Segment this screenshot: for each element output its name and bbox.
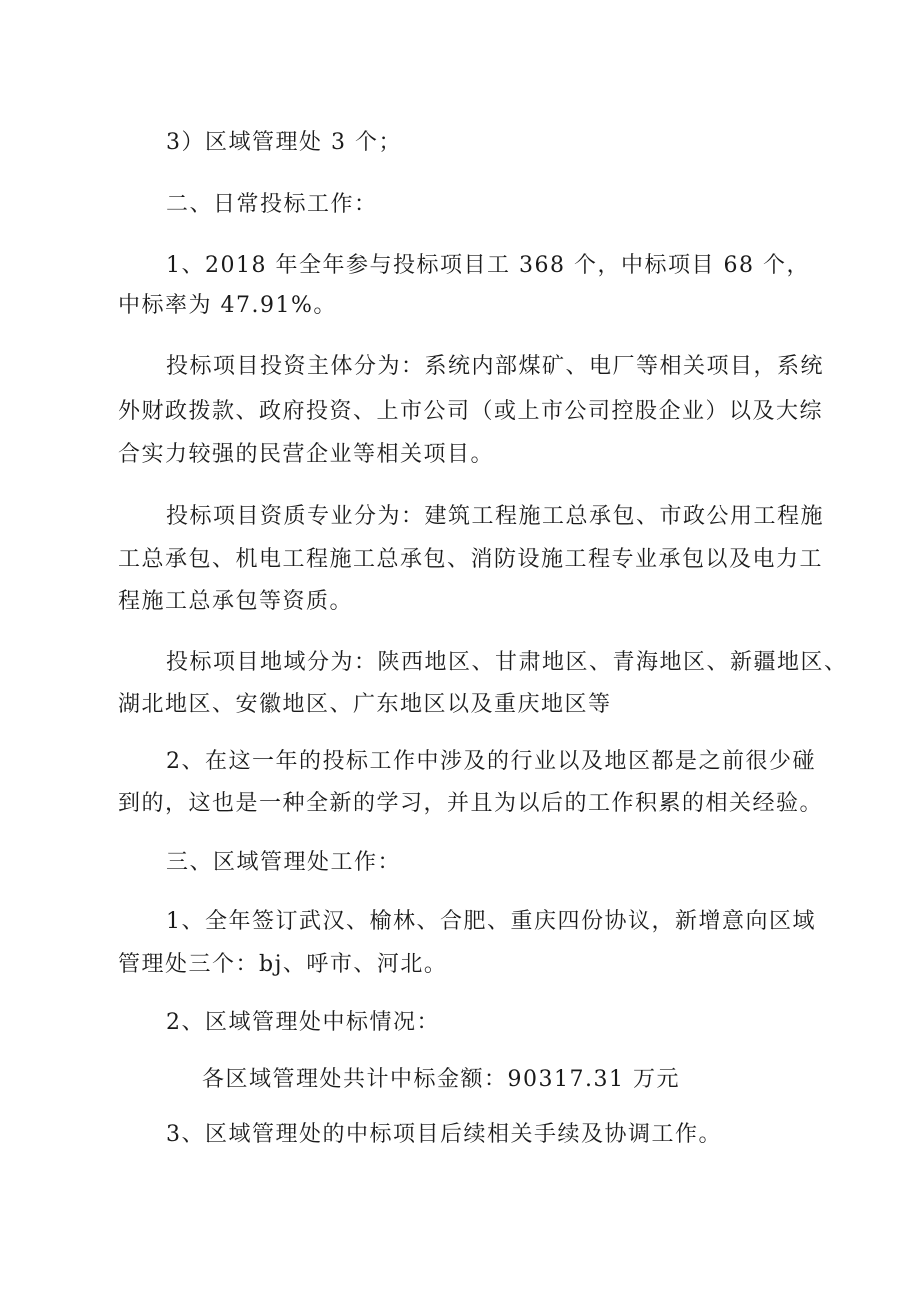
text-line-experience-1: 2、在这一年的投标工作中涉及的行业以及地区都是之前很少碰 [166,749,816,774]
section-heading-regional-work: 三、区域管理处工作： [166,850,402,875]
text-line-investors-2: 外财政拨款、政府投资、上市公司（或上市公司控股企业）以及大综 [118,399,824,424]
text-line-qualifications-2: 工总承包、机电工程施工总承包、消防设施工程专业承包以及电力工 [118,547,824,572]
text-line-experience-2: 到的，这也是一种全新的学习，并且为以后的工作积累的相关经验。 [118,791,824,816]
text-line-agreements-1: 1、全年签订武汉、榆林、合肥、重庆四份协议，新增意向区域 [166,909,816,934]
text-line-follow-up: 3、区域管理处的中标项目后续相关手续及协调工作。 [166,1122,722,1147]
text-line-total-amount: 各区域管理处共计中标金额：90317.31 万元 [202,1067,680,1092]
text-line-qualifications-1: 投标项目资质专业分为：建筑工程施工总承包、市政公用工程施 [166,504,825,529]
text-line-investors-3: 合实力较强的民营企业等相关项目。 [118,442,495,467]
text-line-bid-stats: 1、2018 年全年参与投标项目工 368 个，中标项目 68 个， [166,253,810,278]
section-heading-daily-bidding: 二、日常投标工作： [166,192,378,217]
text-line-regional-count: 3）区域管理处 3 个； [166,130,402,155]
text-line-qualifications-3: 程施工总承包等资质。 [118,589,354,614]
text-line-agreements-2: 管理处三个：bj、呼市、河北。 [118,952,448,977]
text-line-regions-1: 投标项目地域分为：陕西地区、甘肃地区、青海地区、新疆地区、 [166,650,848,675]
text-line-regions-2: 湖北地区、安徽地区、广东地区以及重庆地区等 [118,692,612,717]
text-line-investors-1: 投标项目投资主体分为：系统内部煤矿、电厂等相关项目，系统 [166,354,825,379]
text-line-win-rate: 中标率为 47.91%。 [118,293,337,318]
text-line-win-status: 2、区域管理处中标情况： [166,1010,440,1035]
